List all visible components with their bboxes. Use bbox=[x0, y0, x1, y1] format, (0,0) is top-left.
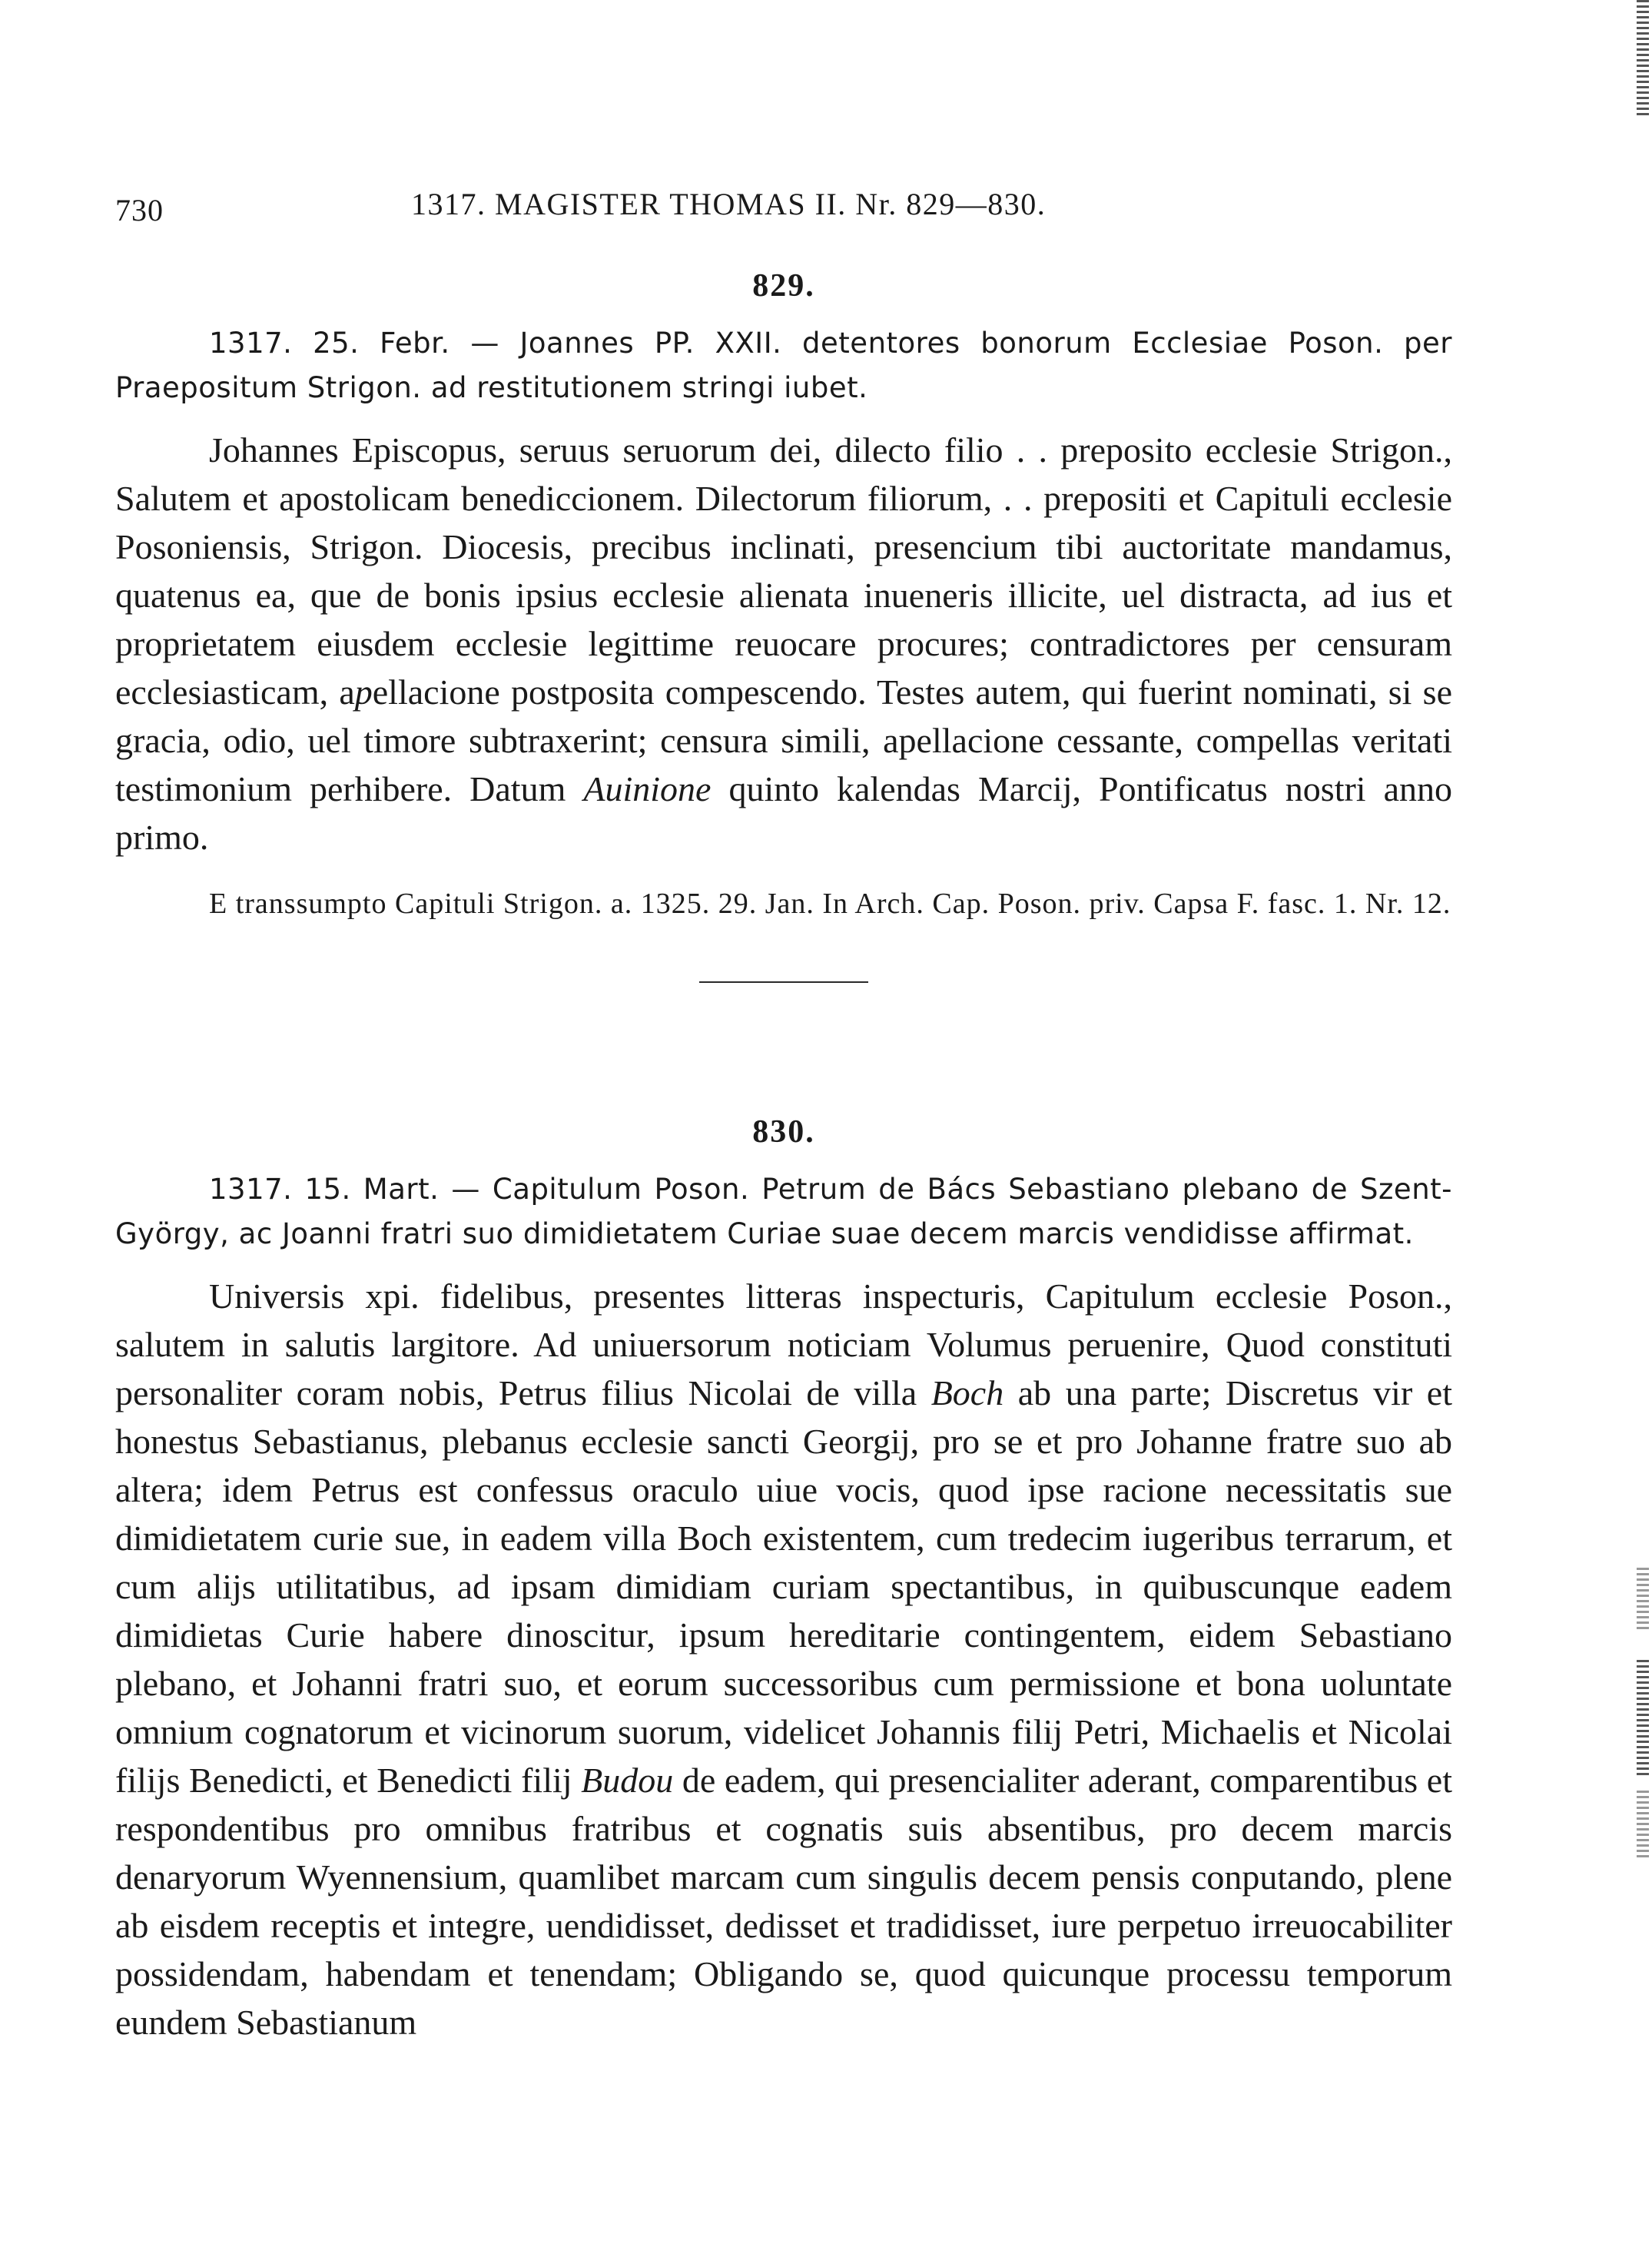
section-divider bbox=[699, 981, 868, 983]
running-header bbox=[115, 177, 1452, 231]
document-text bbox=[115, 1272, 1452, 2046]
document-830 bbox=[115, 1114, 1452, 2046]
header-title: 1317. MAGISTER THOMAS II. Nr. 829—830. bbox=[411, 187, 1047, 221]
document-regest: 1317. 15. Mart. — Capitulum Poson. Petrum de Bács Sebastiano plebano de Szent-György, ac Joanni fratri suo dimidietatem Curiae suae decem marcis vendidisse affirmat. bbox=[115, 1173, 1452, 1250]
document-829 bbox=[115, 267, 1452, 926]
scan-edge-mark bbox=[1637, 0, 1649, 115]
text-segment: Universis xpi. fidelibus, presentes litteras inspecturis, Capitulum ecclesie Poson., salutem in salutis largitore. Ad uniuersorum noticiam Volumus peruenire, Quod constituti personaliter coram nobis, Petrus filius Nicolai de villa bbox=[115, 1276, 1452, 1412]
page-number: 730 bbox=[115, 193, 164, 227]
text-segment: Johannes Episcopus, seruus seruorum dei, dilecto filio . . preposito ecclesie Strigon., Salutem et apostolicam benediccionem. Dilectorum filiorum, . . prepositi et Capituli ecclesie Posoniensis, Strigon. Diocesis, precibus inclinati, presencium tibi auctoritate mandamus, quatenus ea, que de bonis ipsius ecclesie alienata inueneris illicite, uel distracta, ad ius et proprietatem eiusdem ecclesie legittime reuocare procures; contradictores per censuram ecclesiasticam, a bbox=[115, 430, 1452, 712]
place-name-italic: Auinione bbox=[583, 769, 712, 808]
document-regest: 1317. 25. Febr. — Joannes PP. XXII. detentores bonorum Ecclesiae Poson. per Praepositum Strigon. ad restitutionem stringi iubet. bbox=[115, 327, 1452, 404]
document-page bbox=[115, 177, 1452, 2046]
document-number: 829. bbox=[752, 268, 815, 304]
document-number: 830. bbox=[752, 1114, 815, 1150]
person-name-italic: Budou bbox=[581, 1761, 674, 1800]
scan-edge-mark bbox=[1637, 1568, 1649, 1629]
scan-edge-mark bbox=[1637, 1791, 1649, 1860]
place-name-italic: Boch bbox=[930, 1373, 1004, 1412]
text-segment: ab una parte; Discretus vir et honestus Sebastianus, plebanus ecclesie sancti Georgij, pro se et pro Johanne fratre suo ab altera; idem Petrus est confessus oraculo uiue vocis, quod ipse racione necessitatis sue dimidietatem curie sue, in eadem villa Boch existentem, cum tredecim iugeribus terrarum, et cum alijs utilitatibus, ad ipsam dimidiam curiam spectantibus, in quibuscunque eadem dimidietas Curie habere dinoscitur, ipsum hereditarie contingentem, eidem Sebastiano plebano, et Johanni fratri suo, et eorum successoribus cum permissione et bona uoluntate omnium cognatorum et vicinorum suorum, videlicet Johannis filij Petri, Michaelis et Nicolai filijs Benedicti, et Benedicti filij bbox=[115, 1373, 1453, 1800]
text-segment-italic: p bbox=[354, 672, 373, 712]
text-segment: de eadem, qui presencialiter aderant, comparentibus et respondentibus pro omnibus fratribus et cognatis suis absentibus, pro decem marcis denaryorum Wyennensium, quamlibet marcam cum singulis decem pensis conputando, plene ab eisdem receptis et integre, uendidisset, dedisset et tradidisset, iure perpetuo irreuocabiliter possidendam, habendam et tenendam; Obligando se, quod quicunque processu temporum eundem Sebastianum bbox=[115, 1761, 1452, 2042]
document-source: E transsumpto Capituli Strigon. a. 1325. 29. Jan. In Arch. Cap. Poson. priv. Capsa F. fasc. 1. Nr. 12. bbox=[209, 888, 1451, 920]
text-segment: ellacione postposita compescendo. Testes autem, qui fuerint nominati, si se gracia, odio, uel timore subtraxerint; censura simili, apellacione cessante, compellas veritati testimonium perhibere. Datum bbox=[115, 672, 1452, 808]
scan-edge-mark bbox=[1637, 1660, 1649, 1775]
text-segment: quinto kalendas Marcij, Pontificatus nostri anno primo. bbox=[115, 769, 1453, 857]
scan-edge-marks bbox=[1629, 0, 1652, 2267]
document-text bbox=[115, 426, 1452, 861]
